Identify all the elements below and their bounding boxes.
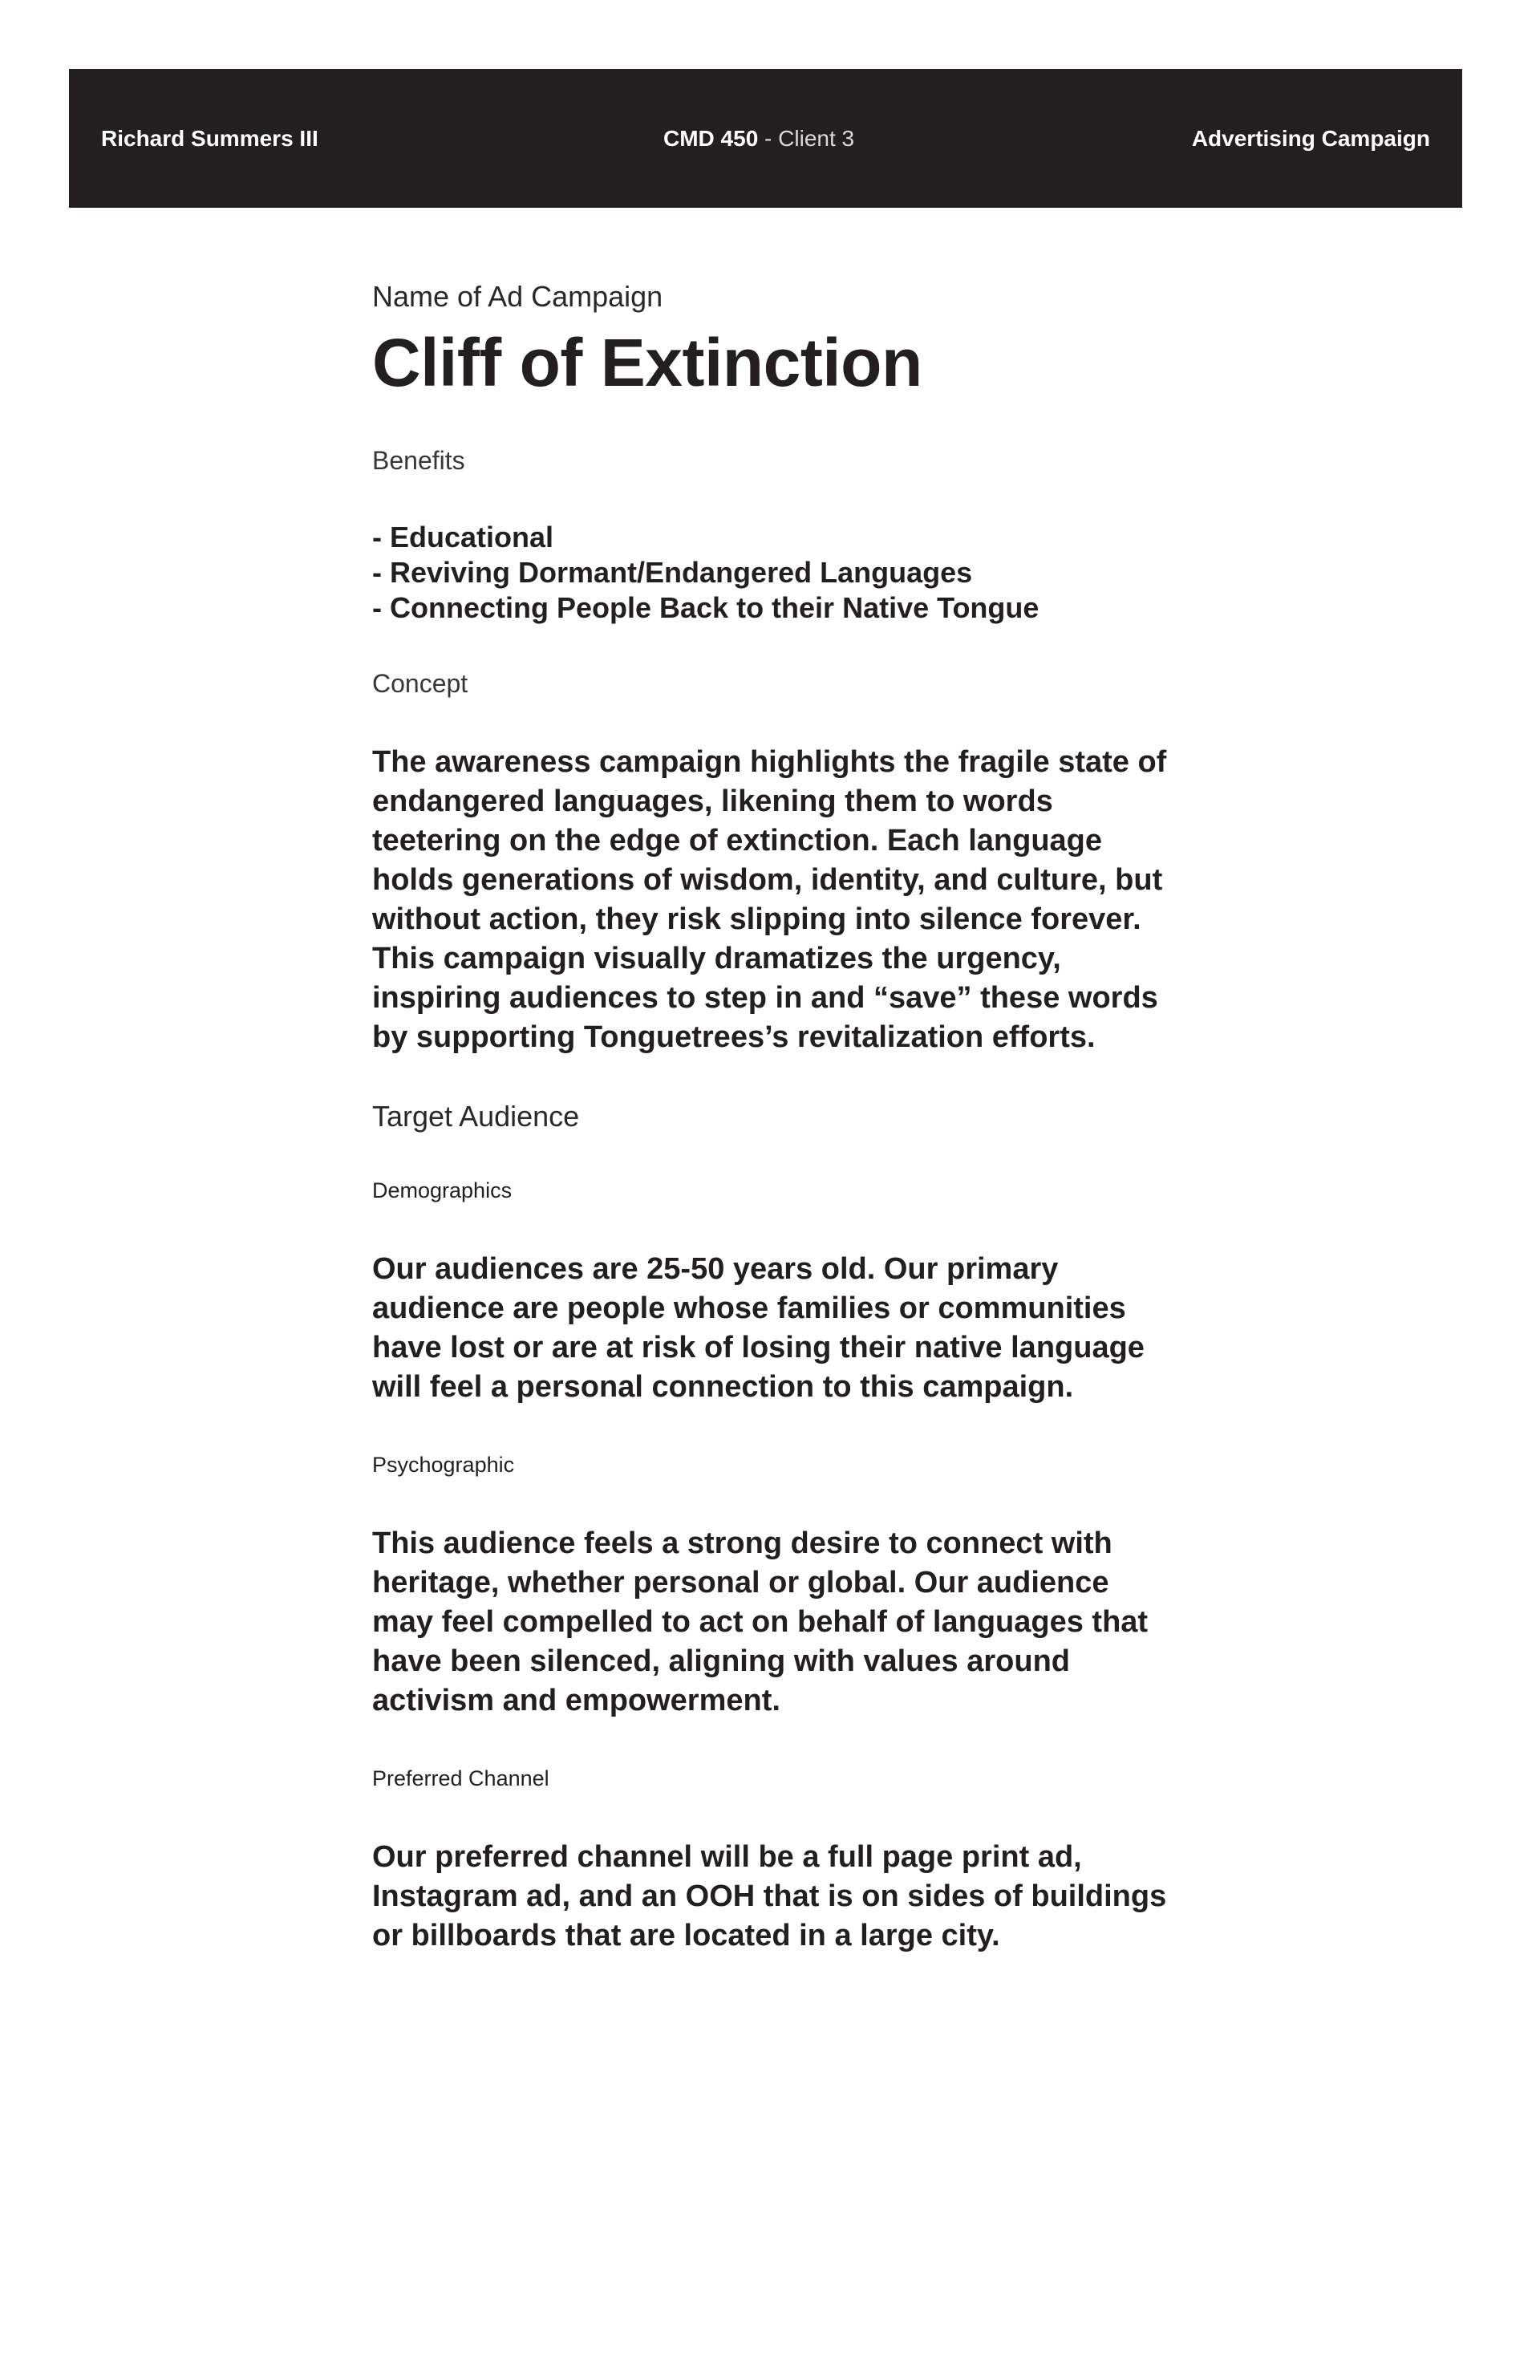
- psychographic-label: Psychographic: [372, 1453, 515, 1477]
- psychographic-text: This audience feels a strong desire to connect with heritage, whether personal or global. Our audience may feel compelled to act on behalf of languages that have been silenced, aligning with values around activism and empowerment.: [372, 1527, 1149, 1717]
- list-item: - Reviving Dormant/Endangered Languages: [372, 556, 973, 589]
- project-type: Advertising Campaign: [1191, 126, 1430, 151]
- demographics-label: Demographics: [372, 1178, 513, 1202]
- author-name: Richard Summers III: [101, 126, 318, 151]
- campaign-title: Cliff of Extinction: [372, 325, 922, 400]
- header-bar: [69, 69, 1462, 208]
- preferred-channel-label: Preferred Channel: [372, 1766, 549, 1790]
- target-audience-label: Target Audience: [372, 1100, 580, 1133]
- benefits-list: [372, 520, 1174, 626]
- client-label: Client 3: [778, 126, 855, 151]
- preferred-channel-text: Our preferred channel will be a full page print ad, Instagram ad, and an OOH that is on sides of buildings or billboards that are located in a large city.: [372, 1840, 1167, 1952]
- campaign-name-label: Name of Ad Campaign: [372, 280, 663, 313]
- list-item: - Connecting People Back to their Native Tongue: [372, 591, 1040, 624]
- concept-text: The awareness campaign highlights the fragile state of endangered languages, likening them to words teetering on the edge of extinction. Each language holds generations of wisdom, identity, and culture, but without action, they risk slipping into silence forever. This campaign visually dramatizes the urgency, inspiring audiences to step in and “save” these words by supporting Tonguetrees’s revitalization efforts.: [372, 745, 1167, 1054]
- main-content: [372, 276, 1174, 1956]
- course-separator: -: [758, 126, 779, 151]
- benefits-label: Benefits: [372, 446, 465, 475]
- concept-label: Concept: [372, 669, 468, 698]
- course-info: [663, 69, 854, 208]
- demographics-text: Our audiences are 25-50 years old. Our primary audience are people whose families or communities have lost or are at risk of losing their native language will feel a personal connection to this campaign.: [372, 1252, 1145, 1404]
- list-item: - Educational: [372, 521, 554, 553]
- course-code: CMD 450: [663, 126, 759, 151]
